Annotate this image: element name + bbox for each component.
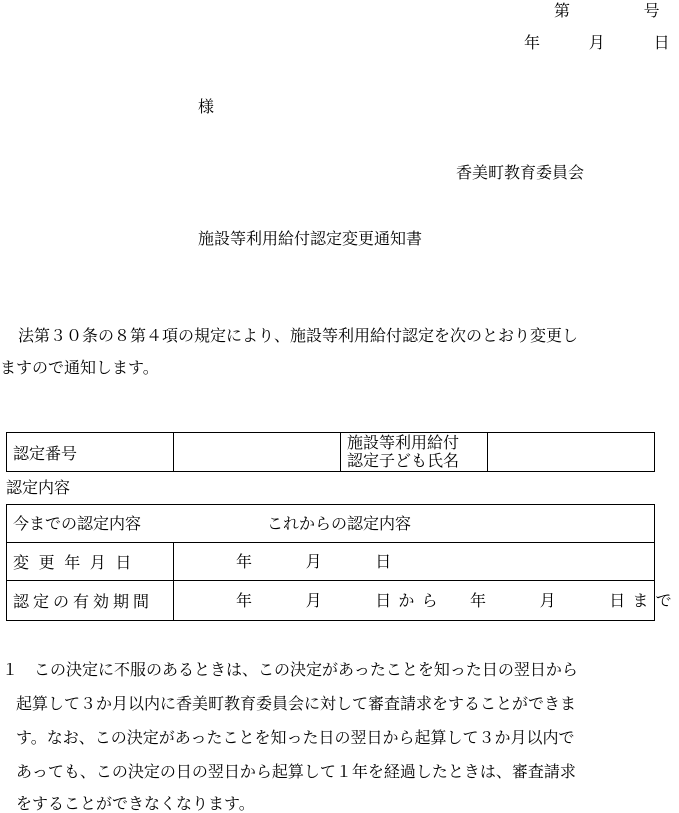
change-date-value-cell bbox=[174, 543, 655, 581]
issuer-name: 香美町教育委員会 bbox=[456, 163, 585, 182]
document-number bbox=[554, 3, 666, 19]
certification-info-table bbox=[6, 432, 655, 472]
appeal-notice-line-1: １ この決定に不服のあるときは、この決定があったことを知った日の翌日から bbox=[2, 660, 578, 679]
child-name-value-cell bbox=[488, 433, 655, 472]
appeal-notice-line-5: をすることができなくなります。 bbox=[16, 794, 255, 813]
document-date bbox=[524, 35, 675, 51]
document-number-label: 第 号 bbox=[554, 1, 667, 20]
cert-number-value-cell bbox=[174, 433, 341, 472]
change-date-label: 変更年月日 bbox=[13, 553, 142, 572]
new-content-label: これからの認定内容 bbox=[267, 514, 412, 533]
validity-period-label-cell bbox=[7, 581, 174, 621]
child-name-label-line-2: 認定子ども氏名 bbox=[347, 451, 460, 470]
certification-content-table bbox=[6, 504, 679, 621]
cert-number-label: 認定番号 bbox=[13, 443, 78, 463]
change-date-value: 年 月 日 bbox=[236, 552, 399, 571]
validity-period-from: 年 月 日から bbox=[236, 591, 445, 610]
child-name-label-cell bbox=[341, 433, 488, 472]
appeal-notice-line-4: あっても、この決定の日の翌日から起算して１年を経過したときは、審査請求 bbox=[16, 762, 576, 781]
section-label: 認定内容 bbox=[6, 478, 71, 497]
change-date-label-cell bbox=[7, 543, 174, 581]
child-name-label-line-1: 施設等利用給付 bbox=[347, 433, 460, 453]
validity-period-value-cell bbox=[174, 581, 679, 621]
intro-line-1: 法第３０条の８第４項の規定により、施設等利用給付認定を次のとおり変更し bbox=[18, 326, 579, 345]
validity-period-to: 年 月 日まで bbox=[470, 591, 679, 610]
appeal-notice bbox=[0, 662, 655, 812]
appeal-notice-line-3: す。なお、この決定があったことを知った日の翌日から起算して３か月以内で bbox=[16, 728, 575, 747]
addressee-suffix: 様 bbox=[198, 97, 215, 116]
previous-content-label: 今までの認定内容 bbox=[13, 514, 142, 533]
document-title: 施設等利用給付認定変更通知書 bbox=[198, 229, 423, 248]
appeal-notice-line-2: 起算して３か月以内に香美町教育委員会に対して審査請求をすることができま bbox=[16, 694, 577, 713]
cert-number-label-cell bbox=[7, 433, 174, 472]
intro-line-2: ますので通知します。 bbox=[0, 358, 159, 377]
validity-period-label: 認定の有効期間 bbox=[13, 592, 154, 611]
content-header-cell bbox=[7, 505, 655, 543]
document-date-label: 年 月 日 bbox=[524, 33, 676, 52]
